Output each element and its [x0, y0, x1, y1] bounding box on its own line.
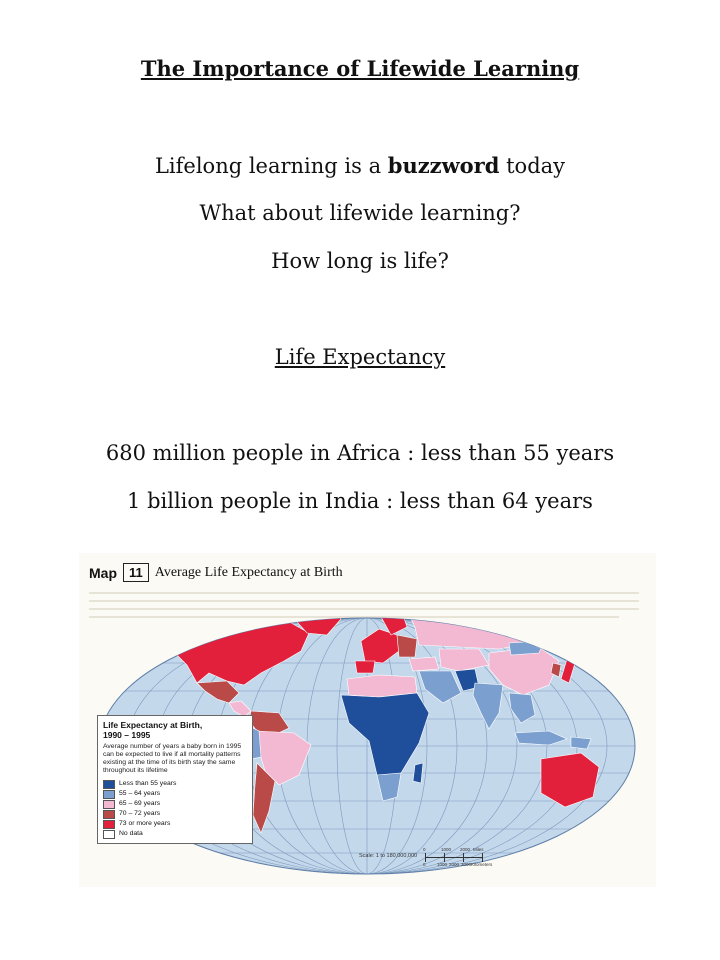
- section-heading: Life Expectancy: [274, 345, 446, 369]
- stat-india: 1 billion people in India : less than 64 years: [127, 489, 593, 513]
- stat-africa: 680 million people in Africa : less than 55 years: [105, 441, 615, 465]
- region-eastern-europe: [397, 635, 417, 657]
- map-label: Map: [89, 564, 117, 581]
- background-text-lines: [89, 593, 639, 617]
- map-title: Average Life Expectancy at Birth: [154, 564, 343, 580]
- scale-tick-top: 1000: [441, 847, 452, 852]
- legend-item: [103, 799, 247, 809]
- legend-item-label: Less than 55 years: [119, 780, 177, 787]
- legend-title: Life Expectancy at Birth,: [103, 720, 203, 730]
- legend-item-label: 73 or more years: [119, 820, 171, 827]
- map-scale-text: Scale: 1 to 180,000,000: [359, 853, 418, 859]
- legend-item-label: No data: [119, 830, 143, 837]
- scale-tick-bottom: 2000: [449, 862, 460, 867]
- legend-swatch: [103, 810, 115, 819]
- intro-line-how-long: How long is life?: [271, 249, 449, 273]
- scale-tick-bottom: 1000: [437, 862, 448, 867]
- map-number: 11: [123, 563, 149, 582]
- map-header: [89, 563, 343, 582]
- scale-tick-bottom: 3000: [461, 862, 472, 867]
- legend-swatch: [103, 780, 115, 789]
- intro-line-lifewide: What about lifewide learning?: [199, 201, 521, 225]
- scale-unit-km: Kilometers: [471, 862, 493, 867]
- intro-line-buzzword: [0, 153, 720, 178]
- legend-swatch: [103, 800, 115, 809]
- legend-item: [103, 819, 247, 829]
- legend-swatch: [103, 830, 115, 839]
- legend-description: Average number of years a baby born in 1995 can be expected to live if all mortality patterns existing at the time of its birth stay the same throughout its lifetime: [103, 743, 242, 774]
- legend-swatch: [103, 790, 115, 799]
- legend-item: [103, 809, 247, 819]
- legend-item-label: 70 – 72 years: [119, 810, 161, 817]
- legend-item-label: 65 – 69 years: [119, 800, 161, 807]
- region-north-africa: [347, 675, 417, 697]
- scale-tick-bottom: 0: [423, 862, 426, 867]
- region-turkey: [409, 657, 439, 671]
- region-russia: [407, 605, 599, 649]
- legend-item-label: 55 – 64 years: [119, 790, 161, 797]
- region-iberia: [355, 661, 375, 673]
- document-title: The Importance of Lifewide Learning: [140, 56, 580, 81]
- intro-line-post: today: [499, 154, 566, 178]
- scale-tick-top: 0: [423, 847, 426, 852]
- legend-item: [103, 829, 247, 839]
- region-papua-new-guinea: [571, 737, 591, 749]
- scale-unit-miles: Miles: [473, 847, 484, 852]
- map-legend: [97, 715, 253, 844]
- life-expectancy-map: [79, 553, 656, 887]
- legend-item: [103, 789, 247, 799]
- buzzword-emphasis: buzzword: [387, 153, 500, 178]
- map-scale-bar: [423, 847, 493, 869]
- legend-subtitle: 1990 – 1995: [103, 730, 151, 740]
- scale-tick-top: 2000: [460, 847, 471, 852]
- intro-line-pre: Lifelong learning is a: [154, 154, 388, 178]
- legend-swatch: [103, 820, 115, 829]
- legend-item: [103, 779, 247, 789]
